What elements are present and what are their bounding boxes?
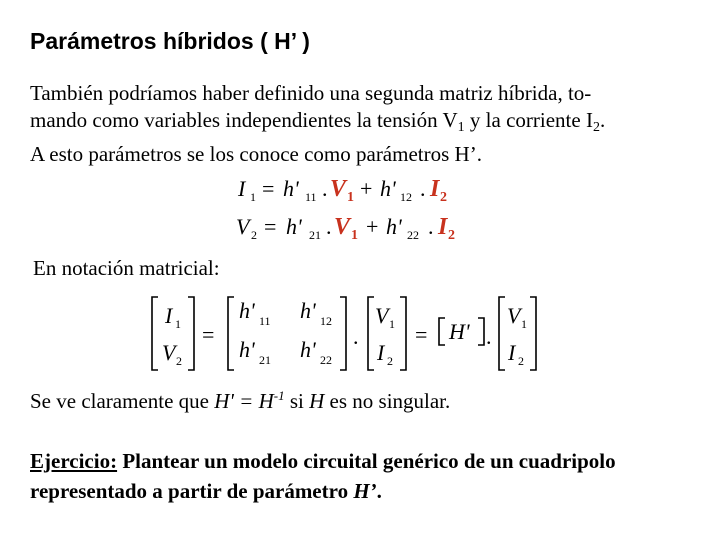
mat-dot-1: .	[353, 324, 359, 349]
conclusion-c: es no singular.	[324, 389, 451, 413]
mat-h22-sub: 22	[320, 353, 332, 367]
mat-V1: V	[375, 303, 389, 328]
eq2-h22: h'	[386, 214, 402, 239]
mat-h21: h'	[239, 337, 255, 362]
mat-V2: V	[162, 340, 176, 365]
intro-sub-2: 2	[592, 120, 600, 135]
matrix-left-bracket-a	[152, 297, 158, 370]
conclusion-b: si	[284, 389, 310, 413]
conclusion-a: Se ve claramente que	[30, 389, 215, 413]
eq1-h12: h'	[380, 176, 396, 201]
mat-I2: I	[377, 340, 385, 365]
exercise-end: .	[376, 479, 382, 503]
matrix-right-bracket-c	[530, 297, 536, 370]
mat-h11-sub: 11	[259, 314, 271, 328]
eq1-dot-2: .	[420, 176, 426, 201]
mat-dot-2: .	[486, 324, 492, 349]
eq1-equals: =	[262, 176, 275, 201]
mat-I2-sub: 2	[387, 354, 393, 368]
eq2-dot-2: .	[428, 214, 434, 239]
mat-h12: h'	[300, 298, 316, 323]
mat-V1-right: V	[507, 303, 521, 328]
eq1-V1-sub: 1	[347, 190, 354, 205]
conclusion-expr: H' = H	[214, 389, 274, 413]
matrix-right-bracket-hp	[478, 318, 484, 345]
mat-Hprime: H'	[449, 319, 470, 344]
exercise-H: H’	[353, 479, 377, 503]
mat-equals-1: =	[202, 322, 215, 347]
conclusion-sup: -1	[273, 388, 285, 403]
eq2-V2-sub: 2	[251, 228, 257, 242]
matrix-left-bracket-c	[499, 297, 505, 370]
eq2-I2-sub: 2	[448, 228, 455, 243]
eq2-V2: V	[236, 214, 250, 239]
eq2-V1: V	[334, 214, 351, 240]
intro-line-3: A esto parámetros se los conoce como parámetros H’.	[30, 142, 482, 166]
eq1-h11-sub: 11	[305, 190, 317, 204]
eq1-plus: +	[360, 176, 373, 201]
equation-2	[236, 214, 455, 243]
mat-I2-right: I	[508, 340, 516, 365]
mat-V1-sub: 1	[389, 317, 395, 331]
mat-h22: h'	[300, 337, 316, 362]
equation-1	[237, 176, 447, 205]
eq1-V1: V	[330, 176, 347, 202]
mat-V1-right-sub: 1	[521, 317, 527, 331]
eq1-I1: I	[238, 176, 246, 201]
exercise-block	[30, 446, 700, 506]
matrix-left-bracket-b	[368, 297, 374, 370]
eq2-V1-sub: 1	[351, 228, 358, 243]
mat-V2-sub: 2	[176, 354, 182, 368]
intro-line-2-b: y la corriente I	[464, 108, 593, 132]
matrix-right-bracket-a	[188, 297, 194, 370]
eq2-h21-sub: 21	[309, 228, 321, 242]
exercise-text: Plantear un modelo circuital genérico de un cuadripolo representado a partir de parámetro	[30, 449, 616, 503]
matrix-left-bracket-hp	[439, 318, 445, 345]
exercise-tag: Ejercicio:	[30, 449, 118, 473]
eq1-I2-sub: 2	[440, 190, 447, 205]
eq1-dot-1: .	[322, 176, 328, 201]
conclusion-line	[30, 388, 450, 414]
mat-h12-sub: 12	[320, 314, 332, 328]
eq2-I2: I	[438, 214, 448, 240]
page-title: Parámetros híbridos ( H’ )	[30, 28, 310, 54]
intro-line-1: También podríamos haber definido una segunda matriz híbrida, to-	[30, 81, 592, 105]
intro-line-2-a: mando como variables independientes la tensión V	[30, 108, 458, 132]
mat-equals-2: =	[415, 322, 428, 347]
matrix-terms	[162, 298, 527, 368]
eq1-h11: h'	[283, 176, 299, 201]
mat-I2-right-sub: 2	[518, 354, 524, 368]
mat-I1: I	[165, 303, 173, 328]
eq2-plus: +	[366, 214, 379, 239]
eq2-h21: h'	[286, 214, 302, 239]
matrix-left-bracket-h	[228, 297, 234, 370]
eq1-I1-sub: 1	[250, 190, 256, 204]
conclusion-H: H	[309, 389, 325, 413]
intro-sub-1: 1	[457, 120, 465, 135]
eq2-equals: =	[264, 214, 277, 239]
eq1-I2: I	[430, 176, 440, 202]
intro-line-2-c: .	[599, 108, 606, 132]
eq2-h22-sub: 22	[407, 228, 419, 242]
mat-I1-sub: 1	[175, 317, 181, 331]
matrix-right-bracket-h	[340, 297, 346, 370]
notation-label: En notación matricial:	[33, 256, 220, 280]
matrix-right-bracket-b	[400, 297, 406, 370]
mat-h21-sub: 21	[259, 353, 271, 367]
eq2-dot-1: .	[326, 214, 332, 239]
eq1-h12-sub: 12	[400, 190, 412, 204]
mat-h11: h'	[239, 298, 255, 323]
